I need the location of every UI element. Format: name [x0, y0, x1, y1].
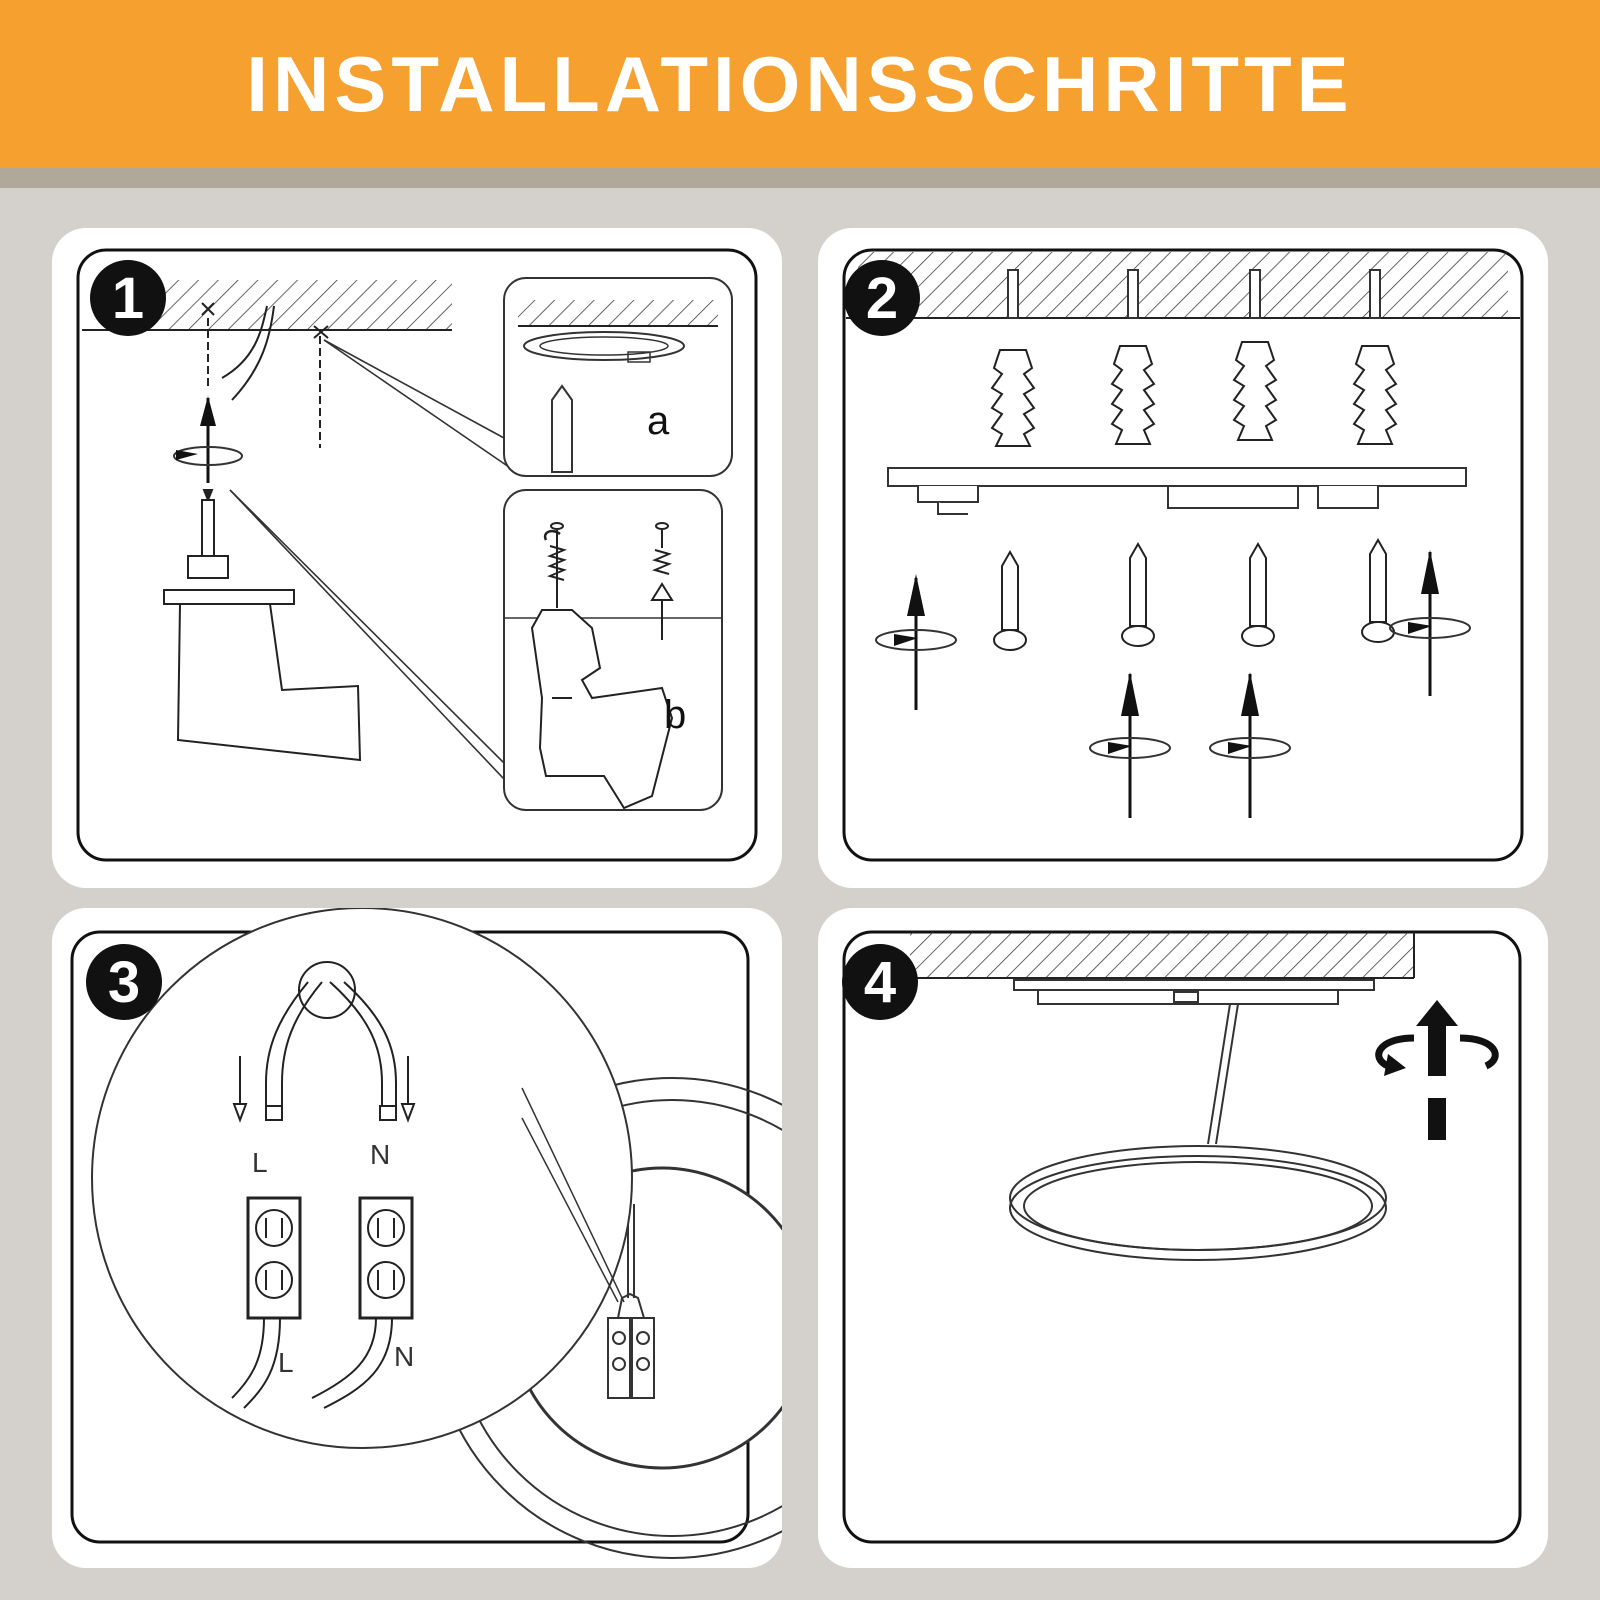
- wire-label-n: N: [370, 1139, 391, 1170]
- rotate-lock-icon: [1379, 1000, 1496, 1140]
- step-4-card: [818, 908, 1548, 1568]
- wall-anchors: [992, 342, 1396, 446]
- step-3-number: 3: [107, 950, 141, 1015]
- ceiling-hatch: [858, 252, 1508, 318]
- wire-label-l-lower: L: [278, 1347, 294, 1378]
- lamp-panel: [1010, 1146, 1386, 1260]
- label-b: b: [664, 693, 687, 737]
- page-title: INSTALLATIONSSCHRITTE: [246, 39, 1354, 128]
- step-2-card: [818, 228, 1548, 888]
- ceiling-hatch: [910, 932, 1414, 978]
- step-1-number: 1: [111, 266, 145, 331]
- screwdriver-icon: [164, 490, 360, 760]
- step-3-diagram: [52, 908, 782, 1568]
- step-2-diagram: [818, 228, 1548, 888]
- header-divider: [0, 168, 1600, 188]
- wire-label-l: L: [252, 1147, 268, 1178]
- mounting-plate: [1014, 980, 1374, 1004]
- step-4-diagram: [818, 908, 1548, 1568]
- header-banner: [0, 0, 1600, 168]
- step-2-number: 2: [865, 266, 899, 331]
- wire-label-n-lower: N: [394, 1341, 415, 1372]
- screws: [994, 540, 1394, 650]
- label-a: a: [647, 399, 670, 443]
- mounting-plate: [888, 468, 1466, 514]
- magnified-view: [92, 908, 632, 1448]
- step-1-card: [52, 228, 782, 888]
- step-4-number: 4: [863, 950, 897, 1015]
- step-3-card: [52, 908, 782, 1568]
- step-1-diagram: [52, 228, 782, 888]
